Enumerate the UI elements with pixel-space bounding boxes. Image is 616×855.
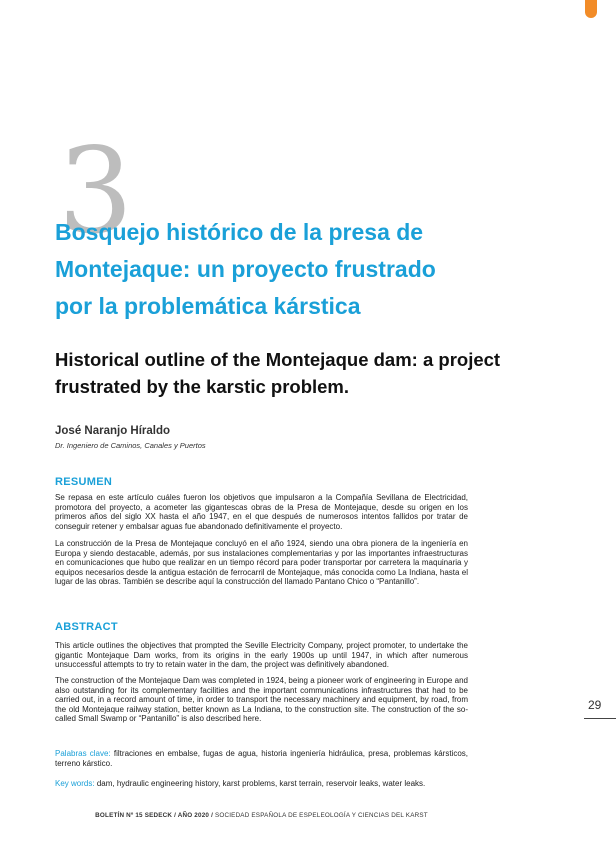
orange-tab-marker xyxy=(585,0,597,18)
footer xyxy=(55,812,468,819)
footer-bulletin: BOLETÍN Nº 15 SEDECK / AÑO 2020 / xyxy=(95,812,214,819)
author-name: José Naranjo Híraldo xyxy=(55,425,171,437)
keywords-spanish-label: Palabras clave: xyxy=(55,749,111,758)
keywords-english-text: dam, hydraulic engineering history, karst problems, karst terrain, reservoir leaks, water leaks. xyxy=(96,779,426,788)
keywords-english-label: Key words: xyxy=(55,779,95,788)
author-affiliation: Dr. Ingeniero de Caminos, Canales y Puertos xyxy=(55,441,206,450)
resumen-paragraph-2: La construcción de la Presa de Montejaque concluyó en el año 1924, siendo una obra pionera de la ingeniería en Europa y siendo destacable, además, por sus instalaciones complementarias y por las importantes infraestructuras en comunicaciones que hubo que realizar en un tiempo récord para poder transportar por carretera la maquinaria y equipos necesarios desde la antigua estación de ferrocarril de Montejaque, más conocida como La Indiana, hasta el lugar de las obras. También se describe aquí la construcción del llamado Pantano Chico o “Pantanillo”. xyxy=(55,539,468,587)
title-english: Historical outline of the Montejaque dam: a project frustrated by the karstic problem. xyxy=(55,349,501,397)
abstract-paragraph-2: The construction of the Montejaque Dam was completed in 1924, being a pioneer work of engineering in Europe and also outstanding for its complementary facilities and the important communications infrastructures that had to be carried out, in a record amount of time, in order to transport the necessary machinery and equipment, by road, from the old Montejaque railway station, better known as La Indiana, to the construction site. The construction of the so-called Small Swamp or “Pantanillo” is also described here. xyxy=(55,676,468,724)
resumen-paragraph-1: Se repasa en este artículo cuáles fueron los objetivos que impulsaron a la Compañía Sevillana de Electricidad, promotora del proyecto, a acometer las gigantescas obras de la Presa de Montejaque, desde su origen en los primeros años del siglo XX hasta el año 1947, en el que después de numerosos intentos fallidos por tratar de conseguir retener y embalsar aguas fue abandonado definitivamente el proyecto. xyxy=(55,493,468,531)
resumen-heading: RESUMEN xyxy=(55,476,113,488)
keywords-english xyxy=(55,779,468,789)
page-number-rule xyxy=(584,718,616,719)
footer-society: SOCIEDAD ESPAÑOLA DE ESPELEOLOGÍA Y CIENCIAS DEL KARST xyxy=(214,812,428,819)
abstract-heading: ABSTRACT xyxy=(55,621,118,633)
title-spanish: Bosquejo histórico de la presa de Montejaque: un proyecto frustrado por la problemática kárstica xyxy=(55,219,436,319)
keywords-spanish-text: filtraciones en embalse, fugas de agua, historia ingeniería hidráulica, presa, problemas kársticos, terreno kárstico. xyxy=(55,749,469,768)
abstract-paragraph-1: This article outlines the objectives that prompted the Seville Electricity Company, project promoter, to undertake the gigantic Montejaque Dam works, from its origins in the early 1900s up until 1947, in which after numerous unsuccessful attempts to try to retain water in the dam, the project was definitively abandoned. xyxy=(55,641,468,670)
keywords-spanish xyxy=(55,749,468,768)
page-number: 29 xyxy=(588,698,602,712)
chapter-number: 3 xyxy=(58,122,134,260)
